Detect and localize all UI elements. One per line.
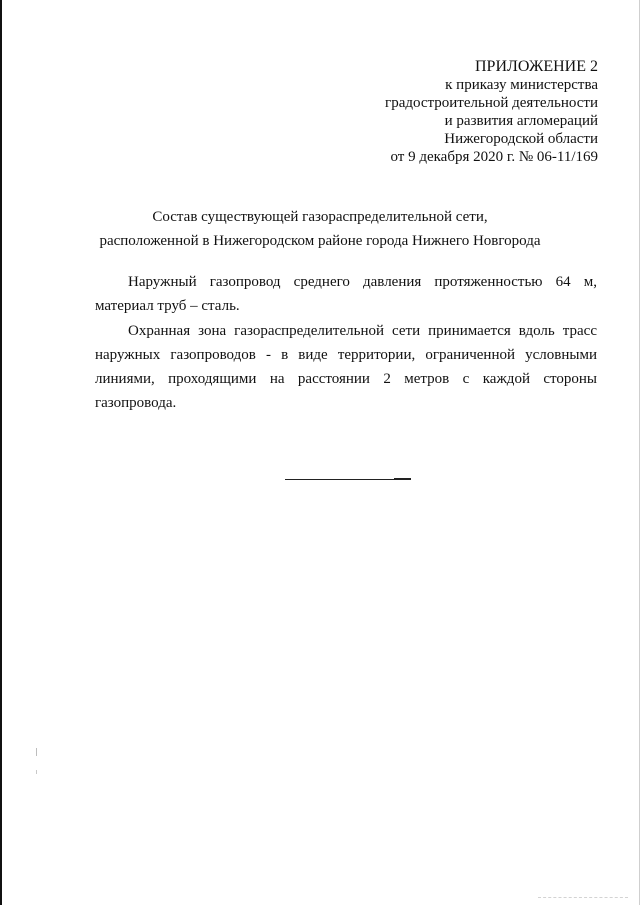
- title-line-1: Состав существующей газораспределительной сети,: [152, 209, 488, 225]
- appendix-line-date-number: от 9 декабря 2020 г. № 06-11/169: [390, 149, 598, 165]
- document-end-line: [285, 479, 411, 480]
- scan-bottom-mark: [538, 897, 628, 899]
- appendix-line-department: градостроительной деятельности: [385, 95, 598, 111]
- title-line-2: расположенной в Нижегородском районе города Нижнего Новгорода: [99, 233, 541, 249]
- appendix-line-order: к приказу министерства: [445, 77, 598, 93]
- document-body: [95, 270, 597, 416]
- pipeline-description: Наружный газопровод среднего давления протяженностью 64 м, материал труб – сталь.: [95, 274, 597, 314]
- appendix-line-region: Нижегородской области: [444, 131, 598, 147]
- scan-left-edge: [0, 0, 2, 905]
- appendix-header: [278, 57, 598, 166]
- scan-artifact-mark: [36, 770, 37, 774]
- protection-zone-description: Охранная зона газораспределительной сети принимается вдоль трасс наружных газопроводов - в виде территории, ограниченной условными линиями, проходящими на расстоянии 2 метров с каждой стороны газопровода.: [95, 323, 597, 411]
- document-title: [80, 205, 560, 253]
- appendix-title: ПРИЛОЖЕНИЕ 2: [474, 58, 598, 75]
- appendix-line-development: и развития агломераций: [444, 113, 598, 129]
- scan-artifact-mark: [36, 748, 37, 756]
